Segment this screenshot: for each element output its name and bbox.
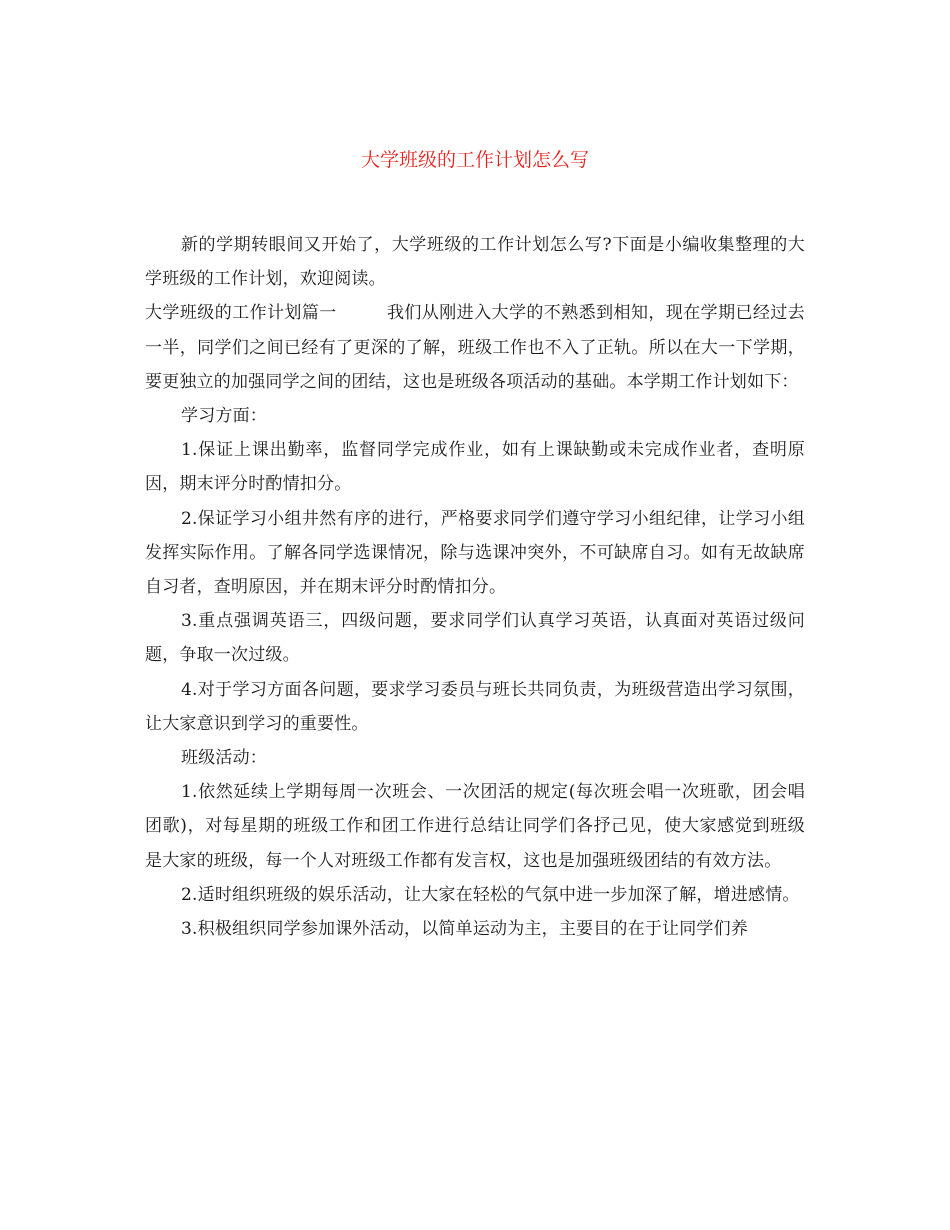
study-heading: 学习方面： [181, 406, 267, 427]
section-paragraph [145, 296, 805, 399]
section-heading: 大学班级的工作计划篇一 [145, 303, 337, 324]
section-intro: 我们从刚进入大学的不熟悉到相知，现在学期已经过去一半，同学们之间已经有了更深的了解，班级工作也不入了正轨。所以在大一下学期，要更独立的加强同学之间的团结，这也是班级各项活动的基础。本学期工作计划如下： [145, 303, 805, 392]
study-item: 2.保证学习小组井然有序的进行，严格要求同学们遵守学习小组纪律，让学习小组发挥实际作用。了解各同学选课情况，除与选课冲突外，不可缺席自习。如有无故缺席自习者，查明原因，并在期末评分时酌情扣分。 [145, 508, 805, 598]
study-item: 1.保证上课出勤率，监督同学完成作业，如有上课缺勤或未完成作业者，查明原因，期末评分时酌情扣分。 [145, 440, 805, 495]
study-item: 4.对于学习方面各问题，要求学习委员与班长共同负责，为班级营造出学习氛围，让大家意识到学习的重要性。 [145, 679, 805, 734]
activities-heading: 班级活动： [181, 748, 267, 769]
activity-item: 2.适时组织班级的娱乐活动，让大家在轻松的气氛中进一步加深了解，增进感情。 [181, 884, 800, 905]
intro-paragraph: 新的学期转眼间又开始了，大学班级的工作计划怎么写?下面是小编收集整理的大学班级的工作计划，欢迎阅读。 [145, 235, 805, 290]
document-title: 大学班级的工作计划怎么写 [360, 149, 589, 171]
activity-item: 1.依然延续上学期每周一次班会、一次团活的规定(每次班会唱一次班歌，团会唱团歌)，对每星期的班级工作和团工作进行总结让同学们各抒己见，使大家感觉到班级是大家的班级，每一个人对班级工作都有发言权，这也是加强班级团结的有效方法。 [145, 782, 805, 871]
study-item: 3.重点强调英语三，四级问题，要求同学们认真学习英语，认真面对英语过级问题，争取一次过级。 [145, 611, 805, 666]
document-body [145, 228, 805, 946]
activity-item: 3.积极组织同学参加课外活动，以简单运动为主，主要目的在于让同学们养 [181, 919, 749, 940]
